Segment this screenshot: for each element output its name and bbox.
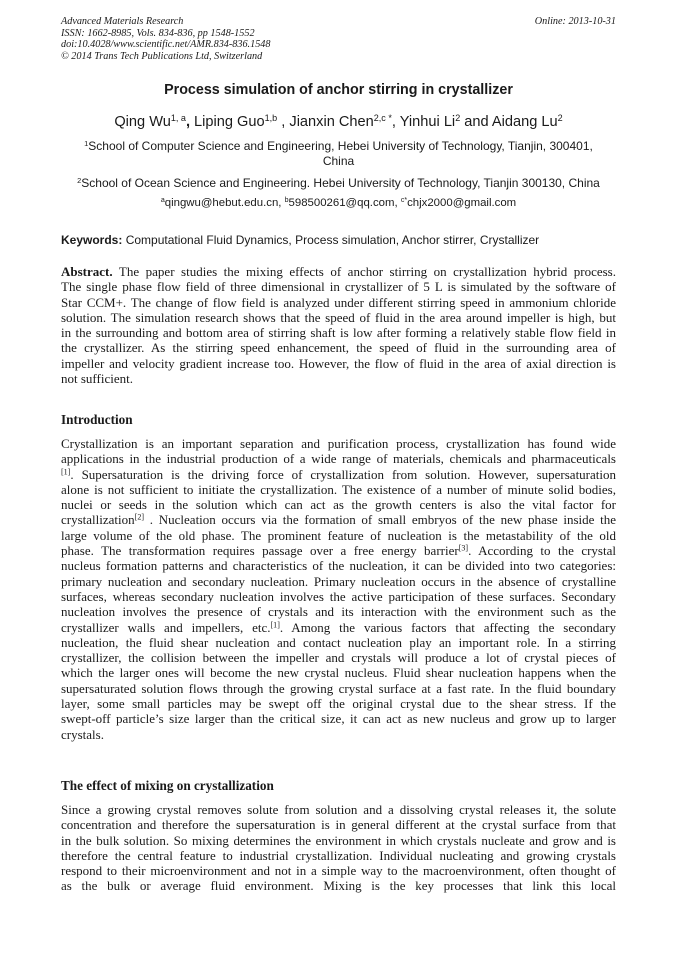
author: Yinhui Li$^2$ and [399,113,492,130]
introduction-body [61,436,616,742]
text-line: crystals. [61,726,104,742]
text-line: in the bulk solution. So mixing determines the environment in which crystals nucleate and grow and is [61,832,616,848]
text-line: swept-off particle’s size larger than the critical size, it can act as new nucleus and grow up to larger [61,711,616,727]
journal-header [61,16,616,62]
text-line: not sufficient. [61,371,133,387]
citation-ref: [2] [134,513,145,523]
mixing-body [61,802,616,894]
author: Qing Wu$^{1, a}$, [114,113,195,130]
keywords [61,233,616,248]
citation-ref: [1] [270,620,280,630]
author-emails: $^a$qingwu@hebut.edu.cn, $^b$598500261@qq.com, $^{c*}$chjx2000@gmail.com [160,197,517,209]
issn-line: ISSN: 1662-8985, Vols. 834-836, pp 1548-1552 [61,27,255,39]
author: Aidang Lu$^2$ [491,113,563,130]
mixing-heading: The effect of mixing on crystallization [61,778,274,793]
text-line: The single phase flow field of three dimensional in crystallizer of 5 L is simulated by the software of [61,279,616,295]
keywords-text: Computational Fluid Dynamics, Process simulation, Anchor stirrer, Crystallizer [122,233,540,247]
affiliation-2: $^2$School of Ocean Science and Engineering. Hebei University of Technology, Tianjin 300130, China [77,175,600,190]
author: Liping Guo$^{1,b}$ , [194,113,290,130]
citation-ref: [1] [61,467,71,477]
text-line: in the surrounding and bottom area of stirring shaft is low after forming a relatively stable flow field in [61,325,616,341]
text-line: nucleation, the fluid shear nucleation and contact nucleation play an important role. In a stirring [61,634,616,650]
doi-line: doi:10.4028/www.scientific.net/AMR.834-836.1548 [61,39,271,51]
text-line: crystallizer walls and impellers, etc.[1]. Among the various factors that affecting the secondary [61,619,616,635]
text-line: crystallizer, the collision between the impeller and crystals will produce a lot of crystal pieces of [61,650,616,666]
text-line: nucleus formation patterns and characteristics of the nucleation, it can be divided into two categories: [61,558,616,574]
text-line: Crystallization is an important separation and purification process, crystallization has found wide [61,436,616,451]
text-line: surfaces, whereas secondary nucleation involves the active participation of these surfaces. Secondary [61,588,616,604]
paper-title: Process simulation of anchor stirring in crystallizer [164,82,513,98]
text-line: solution. The simulation research shows that the speed of fluid in the area around impeller is high, but [61,309,616,325]
affiliation-1: $^1$School of Computer Science and Engineering, Hebei University of Technology, Tianjin, 300401, China [84,138,593,168]
text-line: crystallization[2] . Nucleation occurs via the formation of small embryos of the new phase inside the [61,512,616,528]
introduction-heading: Introduction [61,412,133,427]
text-line: Since a growing crystal removes solute from solution and a dissolving crystal releases it, the solute [61,802,616,817]
author: Jianxin Chen$^{2,c *}$, [289,113,400,130]
text-line: applications in the industrial production of a wide range of materials, chemicals and pharmaceuticals [61,451,616,467]
text-line: impeller and velocity gradient increase too. However, the flow of fluid in the area of axial direction is [61,355,616,371]
text-line: nuclei or seeds in the solution which can act as the growth centers is also the vital factor for [61,497,616,513]
text-line: [1]. Supersaturation is the driving force of crystallization from solution. However, supersaturation [61,466,616,482]
keywords-label: Keywords: [61,233,123,247]
citation-ref: [3] [458,543,469,553]
online-date: Online: 2013-10-31 [534,16,616,27]
text-line: Abstract. The paper studies the mixing effects of anchor stirring on crystallization hybrid process. [61,264,616,279]
author-list [61,112,616,132]
text-line: Star CCM+. The change of flow field is analyzed under different stirring speed in ammonium chloride [61,294,616,310]
text-line: phase. The transformation requires passage over a free energy barrier[3]. According to the crystal [61,543,616,559]
text-line: the crystallizer. As the stirring speed enhancement, the speed of fluid in the surrounding area of [61,340,616,356]
text-line: concentration and therefore the supersaturation is in general different at the crystal surface from that [61,817,616,833]
text-line: therefore the central feature to industrial crystallization. Individual nucleating and growing crystals [61,847,616,863]
text-line: layer, some small particles may be swept off the original crystal due to the shear stress. If the [61,696,616,712]
text-line: respond to their microenvironment and not in a simple way to the macroenvironment, often thought of [61,863,616,879]
text-line: as the bulk or average fluid environment. Mixing is the key processes that link this local [61,878,616,894]
text-line: supersaturated solution flows through the growing crystal surface at a fast rate. In the fluid boundary [61,680,616,696]
text-line: primary nucleation and secondary nucleation. Primary nucleation occurs in the absence of crystalline [61,573,616,589]
abstract [61,264,616,386]
copyright-line: © 2014 Trans Tech Publications Ltd, Switzerland [61,50,263,62]
text-line: large volume of the old phase. The prominent feature of nucleation is the metastability of the old [61,527,616,543]
text-line: nucleation involves the presence of crystals and its interaction with the environment such as the [61,604,616,620]
text-line: which the larger ones will become the new crystal nucleus. Fluid shear nucleation happens when the [61,665,616,681]
abstract-label: Abstract. [61,264,113,279]
text-line: alone is not sufficient to initiate the crystallization. The existence of a number of minute solid bodies, [61,481,616,497]
journal-name: Advanced Materials Research [61,16,184,27]
